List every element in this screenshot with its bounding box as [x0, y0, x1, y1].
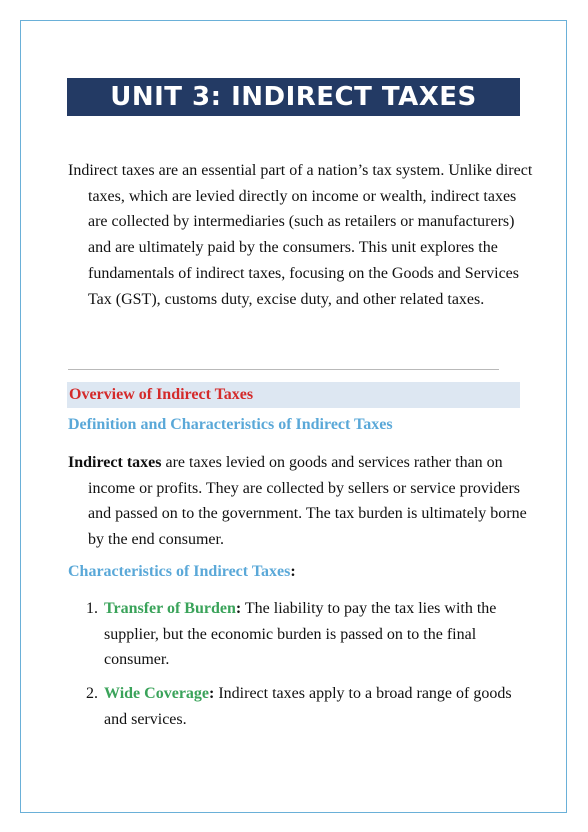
list-item-colon: : [209, 685, 215, 703]
definition-paragraph [68, 450, 538, 553]
definition-text: are taxes levied on goods and services rather than on income or profits. They are collected by sellers or service providers and passed on to the government. The tax burden is ultimately borne by the end consumer. [88, 454, 527, 549]
list-item [86, 681, 516, 732]
list-item-label: Transfer of Burden [104, 600, 236, 617]
characteristics-heading-text: Characteristics of Indirect Taxes [68, 563, 291, 580]
characteristics-heading [68, 563, 296, 581]
page-title: UNIT 3: INDIRECT TAXES [110, 82, 477, 112]
section-heading: Overview of Indirect Taxes [69, 386, 254, 403]
list-item-text: The liability to pay the tax lies with the supplier, but the economic burden is passed on to the final consumer. [104, 600, 497, 669]
section-heading-bar [67, 382, 520, 408]
title-bar [67, 78, 520, 116]
characteristics-list [86, 596, 516, 741]
definition-term: Indirect taxes [68, 454, 162, 471]
list-item-text: Indirect taxes apply to a broad range of goods and services. [104, 685, 512, 728]
intro-paragraph: Indirect taxes are an essential part of a nation’s tax system. Unlike direct taxes, which are levied directly on income or wealth, indirect taxes are collected by intermediaries (such as retailers or manufacturers) and are ultimately paid by the consumers. This unit explores the fundamentals of indirect taxes, focusing on the Goods and Services Tax (GST), customs duty, excise duty, and other related taxes. [68, 162, 533, 308]
list-item-number: 2. [86, 685, 98, 703]
list-item [86, 596, 516, 673]
divider [68, 369, 499, 370]
list-item-label: Wide Coverage [104, 685, 210, 703]
definition-heading: Definition and Characteristics of Indirect Taxes [68, 416, 393, 433]
list-item-colon: : [235, 600, 242, 617]
characteristics-heading-colon: : [290, 563, 296, 580]
list-item-number: 1. [86, 600, 98, 617]
